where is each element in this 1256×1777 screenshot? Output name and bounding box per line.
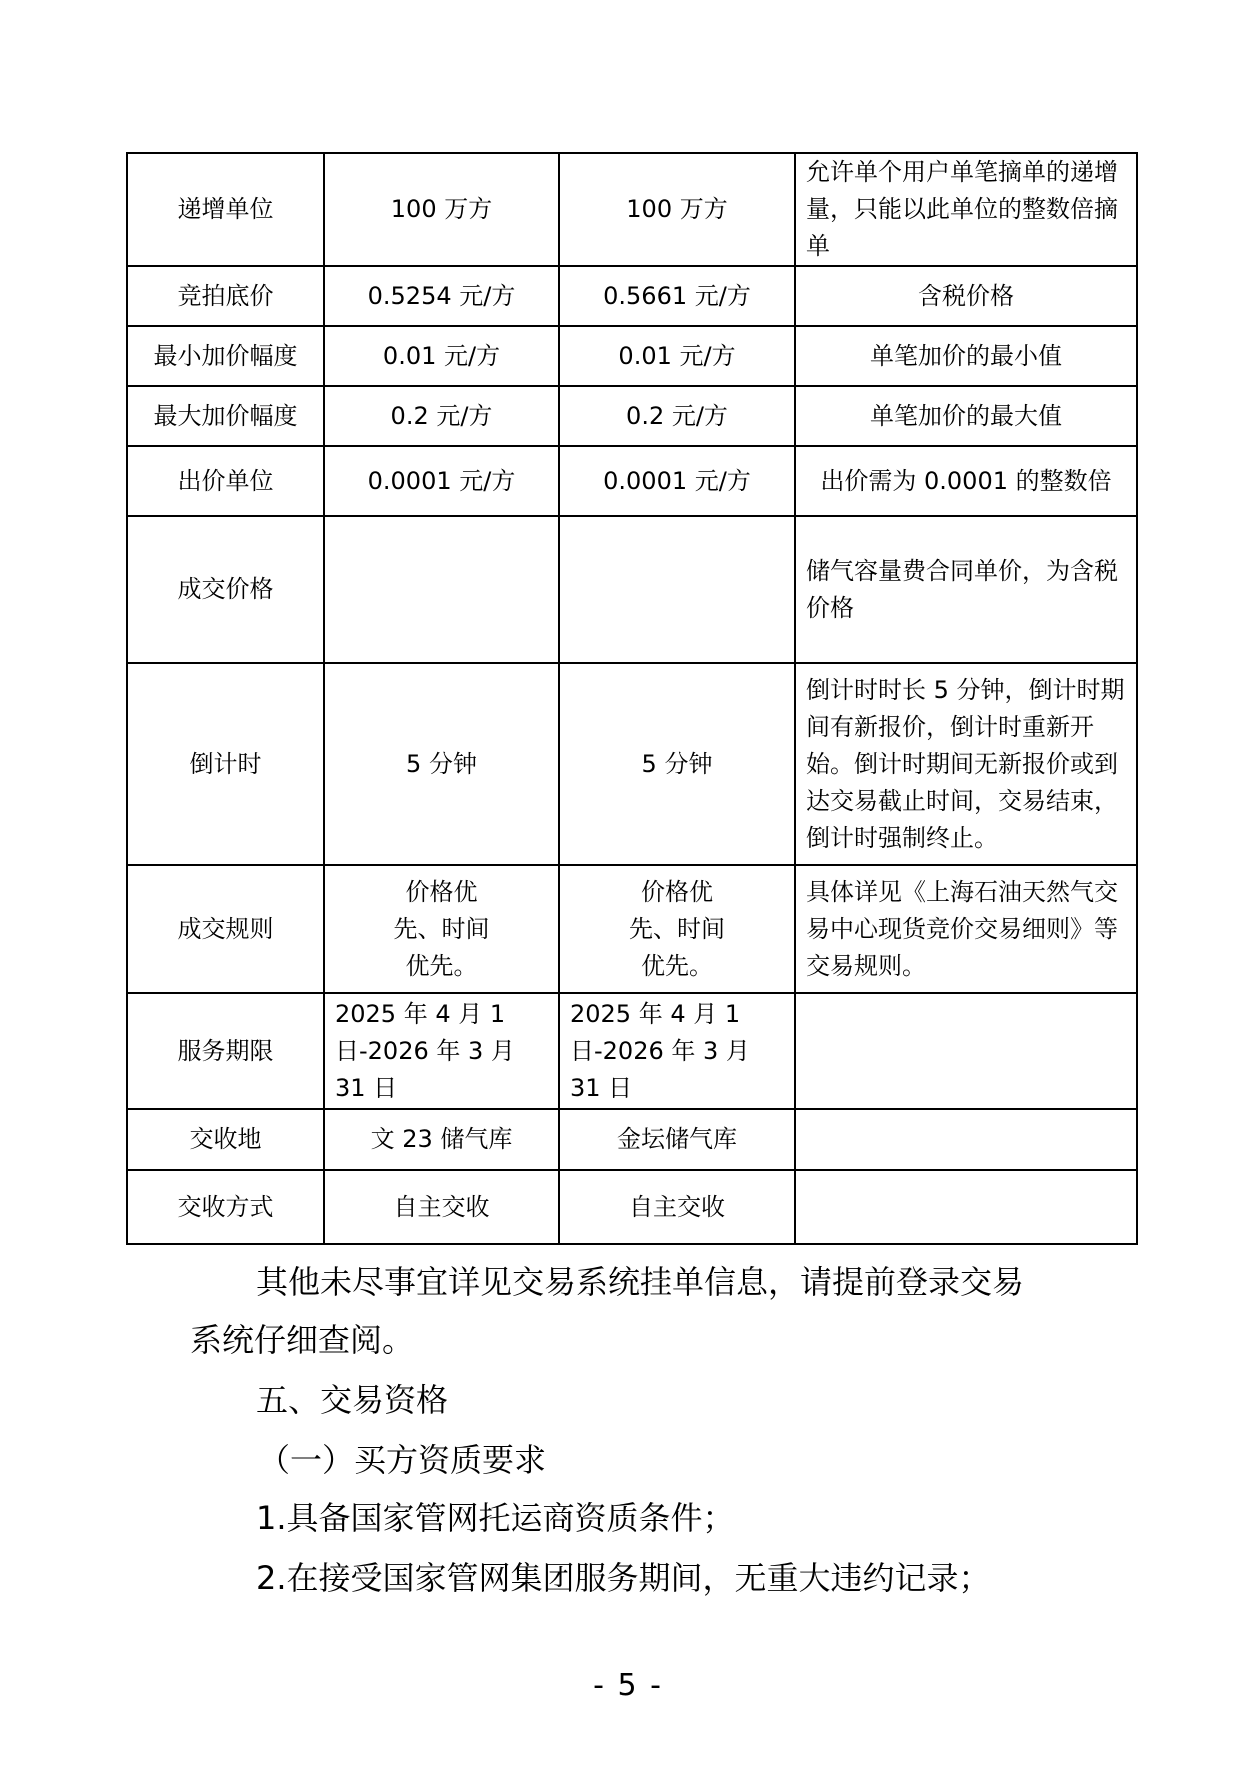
note-cell (795, 993, 1137, 1109)
page-number: - 5 - (593, 1668, 663, 1703)
paragraph-line: 系统仔细查阅。 (190, 1321, 415, 1359)
list-item: 2.在接受国家管网集团服务期间，无重大违约记录； (256, 1559, 991, 1597)
table-row (127, 516, 1137, 663)
value-cell-2: 0.0001 元/方 (559, 446, 795, 516)
value-cell-2: 2025 年 4 月 1 日-2026 年 3 月 31 日 (559, 993, 795, 1109)
note-cell: 出价需为 0.0001 的整数倍 (795, 446, 1137, 516)
value-cell-1: 0.2 元/方 (324, 386, 559, 446)
value-cell-2: 5 分钟 (559, 663, 795, 865)
value-cell-1: 价格优先、时间优先。 (324, 865, 559, 993)
value-cell-2: 金坛储气库 (559, 1109, 795, 1170)
table-row (127, 1170, 1137, 1244)
row-label: 竞拍底价 (127, 266, 324, 326)
note-cell (795, 1170, 1137, 1244)
note-cell: 单笔加价的最小值 (795, 326, 1137, 386)
note-cell: 允许单个用户单笔摘单的递增量，只能以此单位的整数倍摘单 (795, 153, 1137, 266)
value-cell-2: 0.01 元/方 (559, 326, 795, 386)
table-row (127, 153, 1137, 266)
value-cell-2: 0.5661 元/方 (559, 266, 795, 326)
row-label: 交收地 (127, 1109, 324, 1170)
value-cell-1: 0.0001 元/方 (324, 446, 559, 516)
value-cell-1 (324, 516, 559, 663)
note-cell: 具体详见《上海石油天然气交易中心现货竞价交易细则》等交易规则。 (795, 865, 1137, 993)
paragraph-line: 其他未尽事宜详见交易系统挂单信息，请提前登录交易 (256, 1263, 1025, 1301)
table-row (127, 386, 1137, 446)
note-cell: 单笔加价的最大值 (795, 386, 1137, 446)
table-row (127, 266, 1137, 326)
table-row (127, 663, 1137, 865)
value-cell-1: 0.5254 元/方 (324, 266, 559, 326)
value-cell-1: 100 万方 (324, 153, 559, 266)
table-row (127, 326, 1137, 386)
subsection-heading: （一）买方资质要求 (258, 1441, 547, 1479)
value-cell-2: 100 万方 (559, 153, 795, 266)
note-cell (795, 1109, 1137, 1170)
table-row (127, 1109, 1137, 1170)
section-heading: 五、交易资格 (256, 1381, 449, 1419)
value-cell-1: 自主交收 (324, 1170, 559, 1244)
table-row (127, 446, 1137, 516)
row-label: 成交规则 (127, 865, 324, 993)
note-cell: 储气容量费合同单价，为含税价格 (795, 516, 1137, 663)
value-cell-2: 0.2 元/方 (559, 386, 795, 446)
value-cell-2 (559, 516, 795, 663)
value-cell-1: 0.01 元/方 (324, 326, 559, 386)
row-label: 倒计时 (127, 663, 324, 865)
table-row (127, 993, 1137, 1109)
row-label: 成交价格 (127, 516, 324, 663)
note-cell: 倒计时时长 5 分钟，倒计时期间有新报价，倒计时重新开始。倒计时期间无新报价或到达交易截止时间，交易结束，倒计时强制终止。 (795, 663, 1137, 865)
value-cell-1: 2025 年 4 月 1 日-2026 年 3 月 31 日 (324, 993, 559, 1109)
row-label: 交收方式 (127, 1170, 324, 1244)
value-cell-1: 5 分钟 (324, 663, 559, 865)
row-label: 最小加价幅度 (127, 326, 324, 386)
value-cell-2: 价格优先、时间优先。 (559, 865, 795, 993)
value-cell-1: 文 23 储气库 (324, 1109, 559, 1170)
row-label: 服务期限 (127, 993, 324, 1109)
table-row (127, 865, 1137, 993)
list-item: 1.具备国家管网托运商资质条件； (256, 1499, 735, 1537)
row-label: 出价单位 (127, 446, 324, 516)
value-cell-2: 自主交收 (559, 1170, 795, 1244)
row-label: 递增单位 (127, 153, 324, 266)
note-cell: 含税价格 (795, 266, 1137, 326)
auction-spec-table (126, 152, 1138, 1245)
row-label: 最大加价幅度 (127, 386, 324, 446)
